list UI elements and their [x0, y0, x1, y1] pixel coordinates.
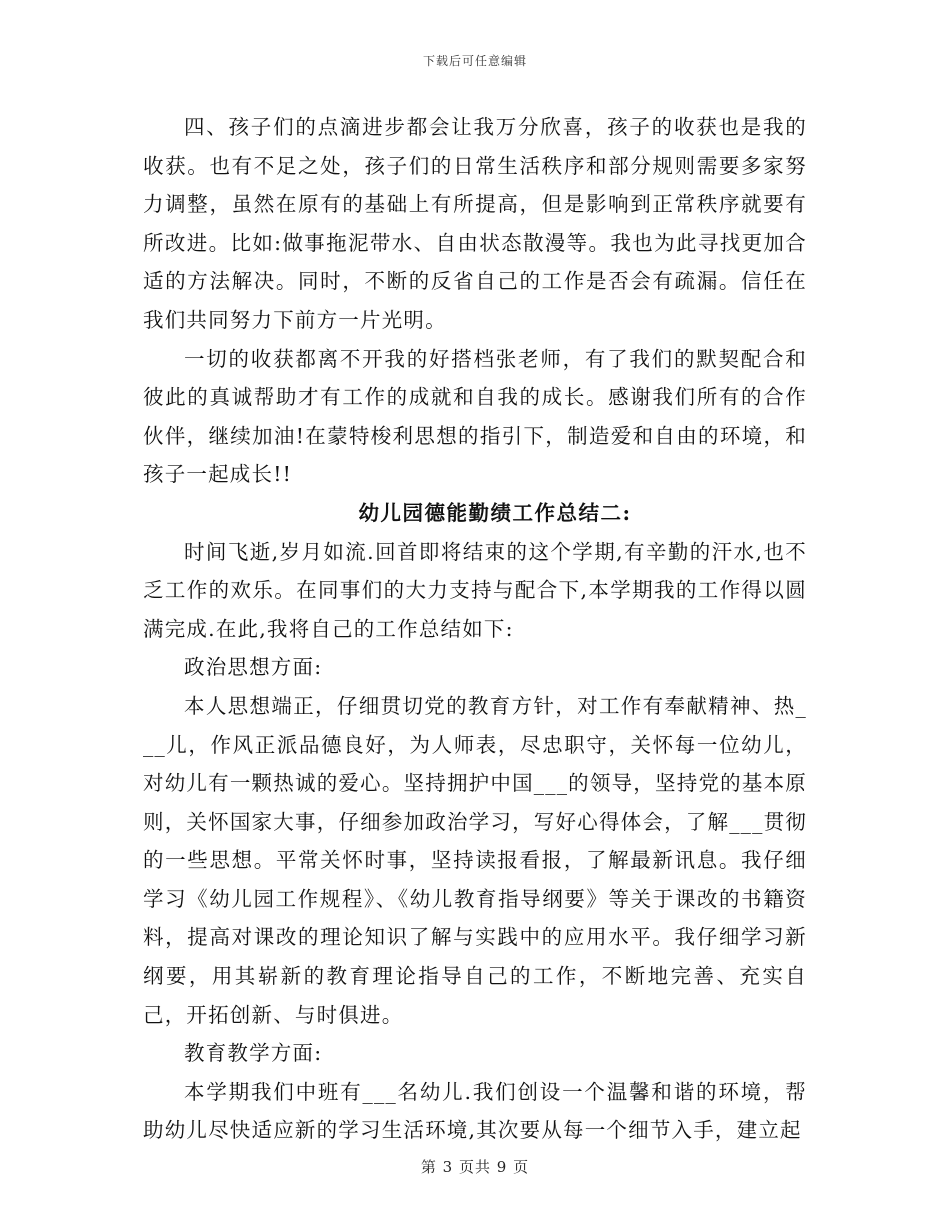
paragraph: 四、孩子们的点滴进步都会让我万分欣喜，孩子的收获也是我的收获。也有不足之处，孩子们的日常生活秩序和部分规则需要多家努力调整，虽然在原有的基础上有所提高，但是影响到正常秩序就要有所改进。比如:做事拖泥带水、自由状态散漫等。我也为此寻找更加合适的方法解决。同时，不断的反省自己的工作是否会有疏漏。信任在我们共同努力下前方一片光明。 [143, 115, 807, 332]
paragraph: 本人思想端正，仔细贯切党的教育方针，对工作有奉献精神、热___儿，作风正派品德良好，为人师表，尽忠职守，关怀每一位幼儿，对幼儿有一颗热诚的爱心。坚持拥护中国___的领导，坚持党的基本原则，关怀国家大事，仔细参加政治学习，写好心得体会，了解___贯彻的一些思想。平常关怀时事，坚持读报看报，了解最新讯息。我仔细学习《幼儿园工作规程》、《幼儿教育指导纲要》等关于课改的书籍资料，提高对课改的理论知识了解与实践中的应用水平。我仔细学习新纲要，用其崭新的教育理论指导自己的工作，不断地完善、充实自己，开拓创新、与时俱进。 [143, 693, 807, 1027]
paragraph: 本学期我们中班有___名幼儿.我们创设一个温馨和谐的环境，帮助幼儿尽快适应新的学习生活环境,其次要从每一个细节入手，建立起 [143, 1079, 807, 1143]
section-title: 幼儿园德能勤绩工作总结二: [358, 500, 632, 525]
subheading: 政治思想方面: [184, 655, 323, 680]
page-header: 下载后可任意编辑 [422, 54, 527, 68]
paragraph: 时间飞逝,岁月如流.回首即将结束的这个学期,有辛勤的汗水,也不乏工作的欢乐。在同事们的大力支持与配合下,本学期我的工作得以圆满完成.在此,我将自己的工作总结如下: [143, 539, 807, 641]
document-body [143, 108, 807, 1150]
paragraph: 一切的收获都离不开我的好搭档张老师，有了我们的默契配合和彼此的真诚帮助才有工作的成就和自我的成长。感谢我们所有的合作伙伴，继续加油!在蒙特梭利思想的指引下，制造爱和自由的环境，和孩子一起成长!! [143, 346, 807, 487]
subheading: 教育教学方面: [184, 1041, 323, 1066]
page-footer: 第 3 页共 9 页 [420, 1158, 530, 1176]
